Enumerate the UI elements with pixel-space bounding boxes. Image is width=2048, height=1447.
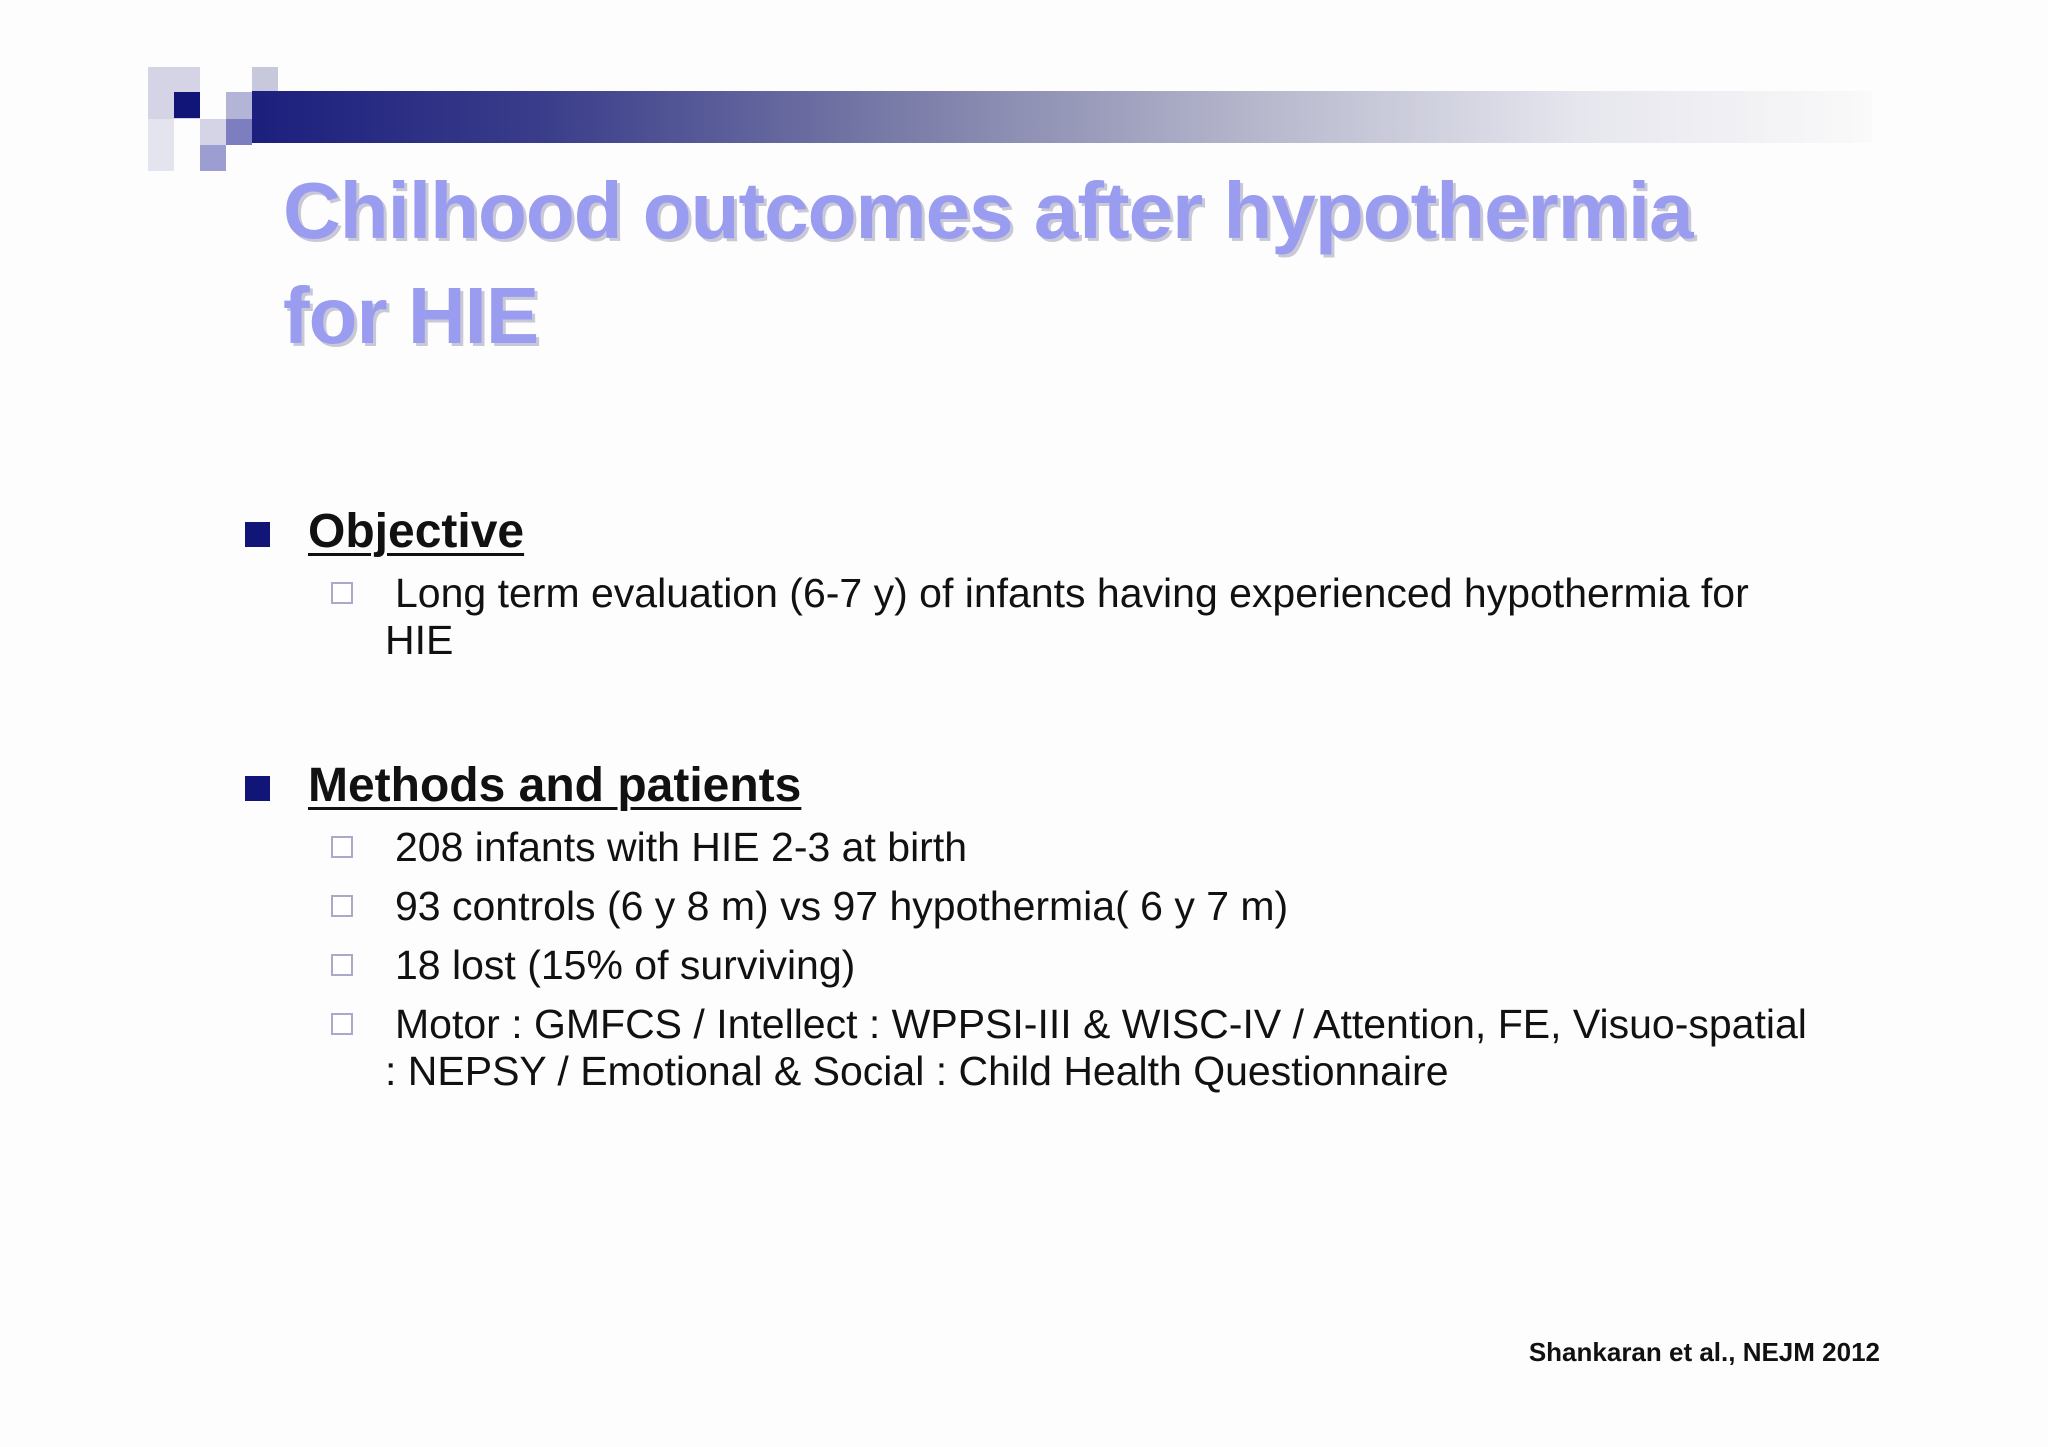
list-item <box>385 883 1845 930</box>
list-item-text: Long term evaluation (6-7 y) of infants having experienced hypothermia for HIE <box>385 570 1749 663</box>
section-methods <box>245 756 1845 1095</box>
list-item <box>385 824 1845 871</box>
list-item-text: Motor : GMFCS / Intellect : WPPSI-III & WISC-IV / Attention, FE, Visuo-spatial : NEPSY / Emotional & Social : Child Health Questionnaire <box>385 1001 1807 1094</box>
list-item <box>385 1001 1845 1095</box>
citation: Shankaran et al., NEJM 2012 <box>1528 1337 1880 1367</box>
section-objective <box>245 502 1845 664</box>
section-heading: Methods and patients <box>308 759 802 812</box>
list-item <box>385 942 1845 989</box>
header-decoration <box>148 119 174 171</box>
list-item-text: 208 infants with HIE 2-3 at birth <box>395 824 968 870</box>
header-decoration <box>200 145 226 171</box>
hollow-square-bullet-icon <box>331 582 353 604</box>
slide-title: Chilhood outcomes after hypothermia for HIE <box>283 166 1693 360</box>
square-bullet-icon <box>245 522 270 547</box>
header-decoration <box>200 119 226 145</box>
hollow-square-bullet-icon <box>331 954 353 976</box>
section-heading: Objective <box>308 505 525 558</box>
list-item-text: 18 lost (15% of surviving) <box>395 942 856 988</box>
square-bullet-icon <box>245 776 270 801</box>
section-heading-row <box>245 502 1845 562</box>
header-decoration <box>226 119 252 145</box>
hollow-square-bullet-icon <box>331 1013 353 1035</box>
hollow-square-bullet-icon <box>331 836 353 858</box>
header-decoration <box>226 92 252 119</box>
section-heading-row <box>245 756 1845 816</box>
header-gradient-bar <box>252 91 1872 143</box>
hollow-square-bullet-icon <box>331 895 353 917</box>
header-decoration <box>174 92 200 118</box>
header-decoration <box>252 67 278 93</box>
list-item <box>385 570 1845 664</box>
list-item-text: 93 controls (6 y 8 m) vs 97 hypothermia( 6 y 7 m) <box>395 883 1289 929</box>
